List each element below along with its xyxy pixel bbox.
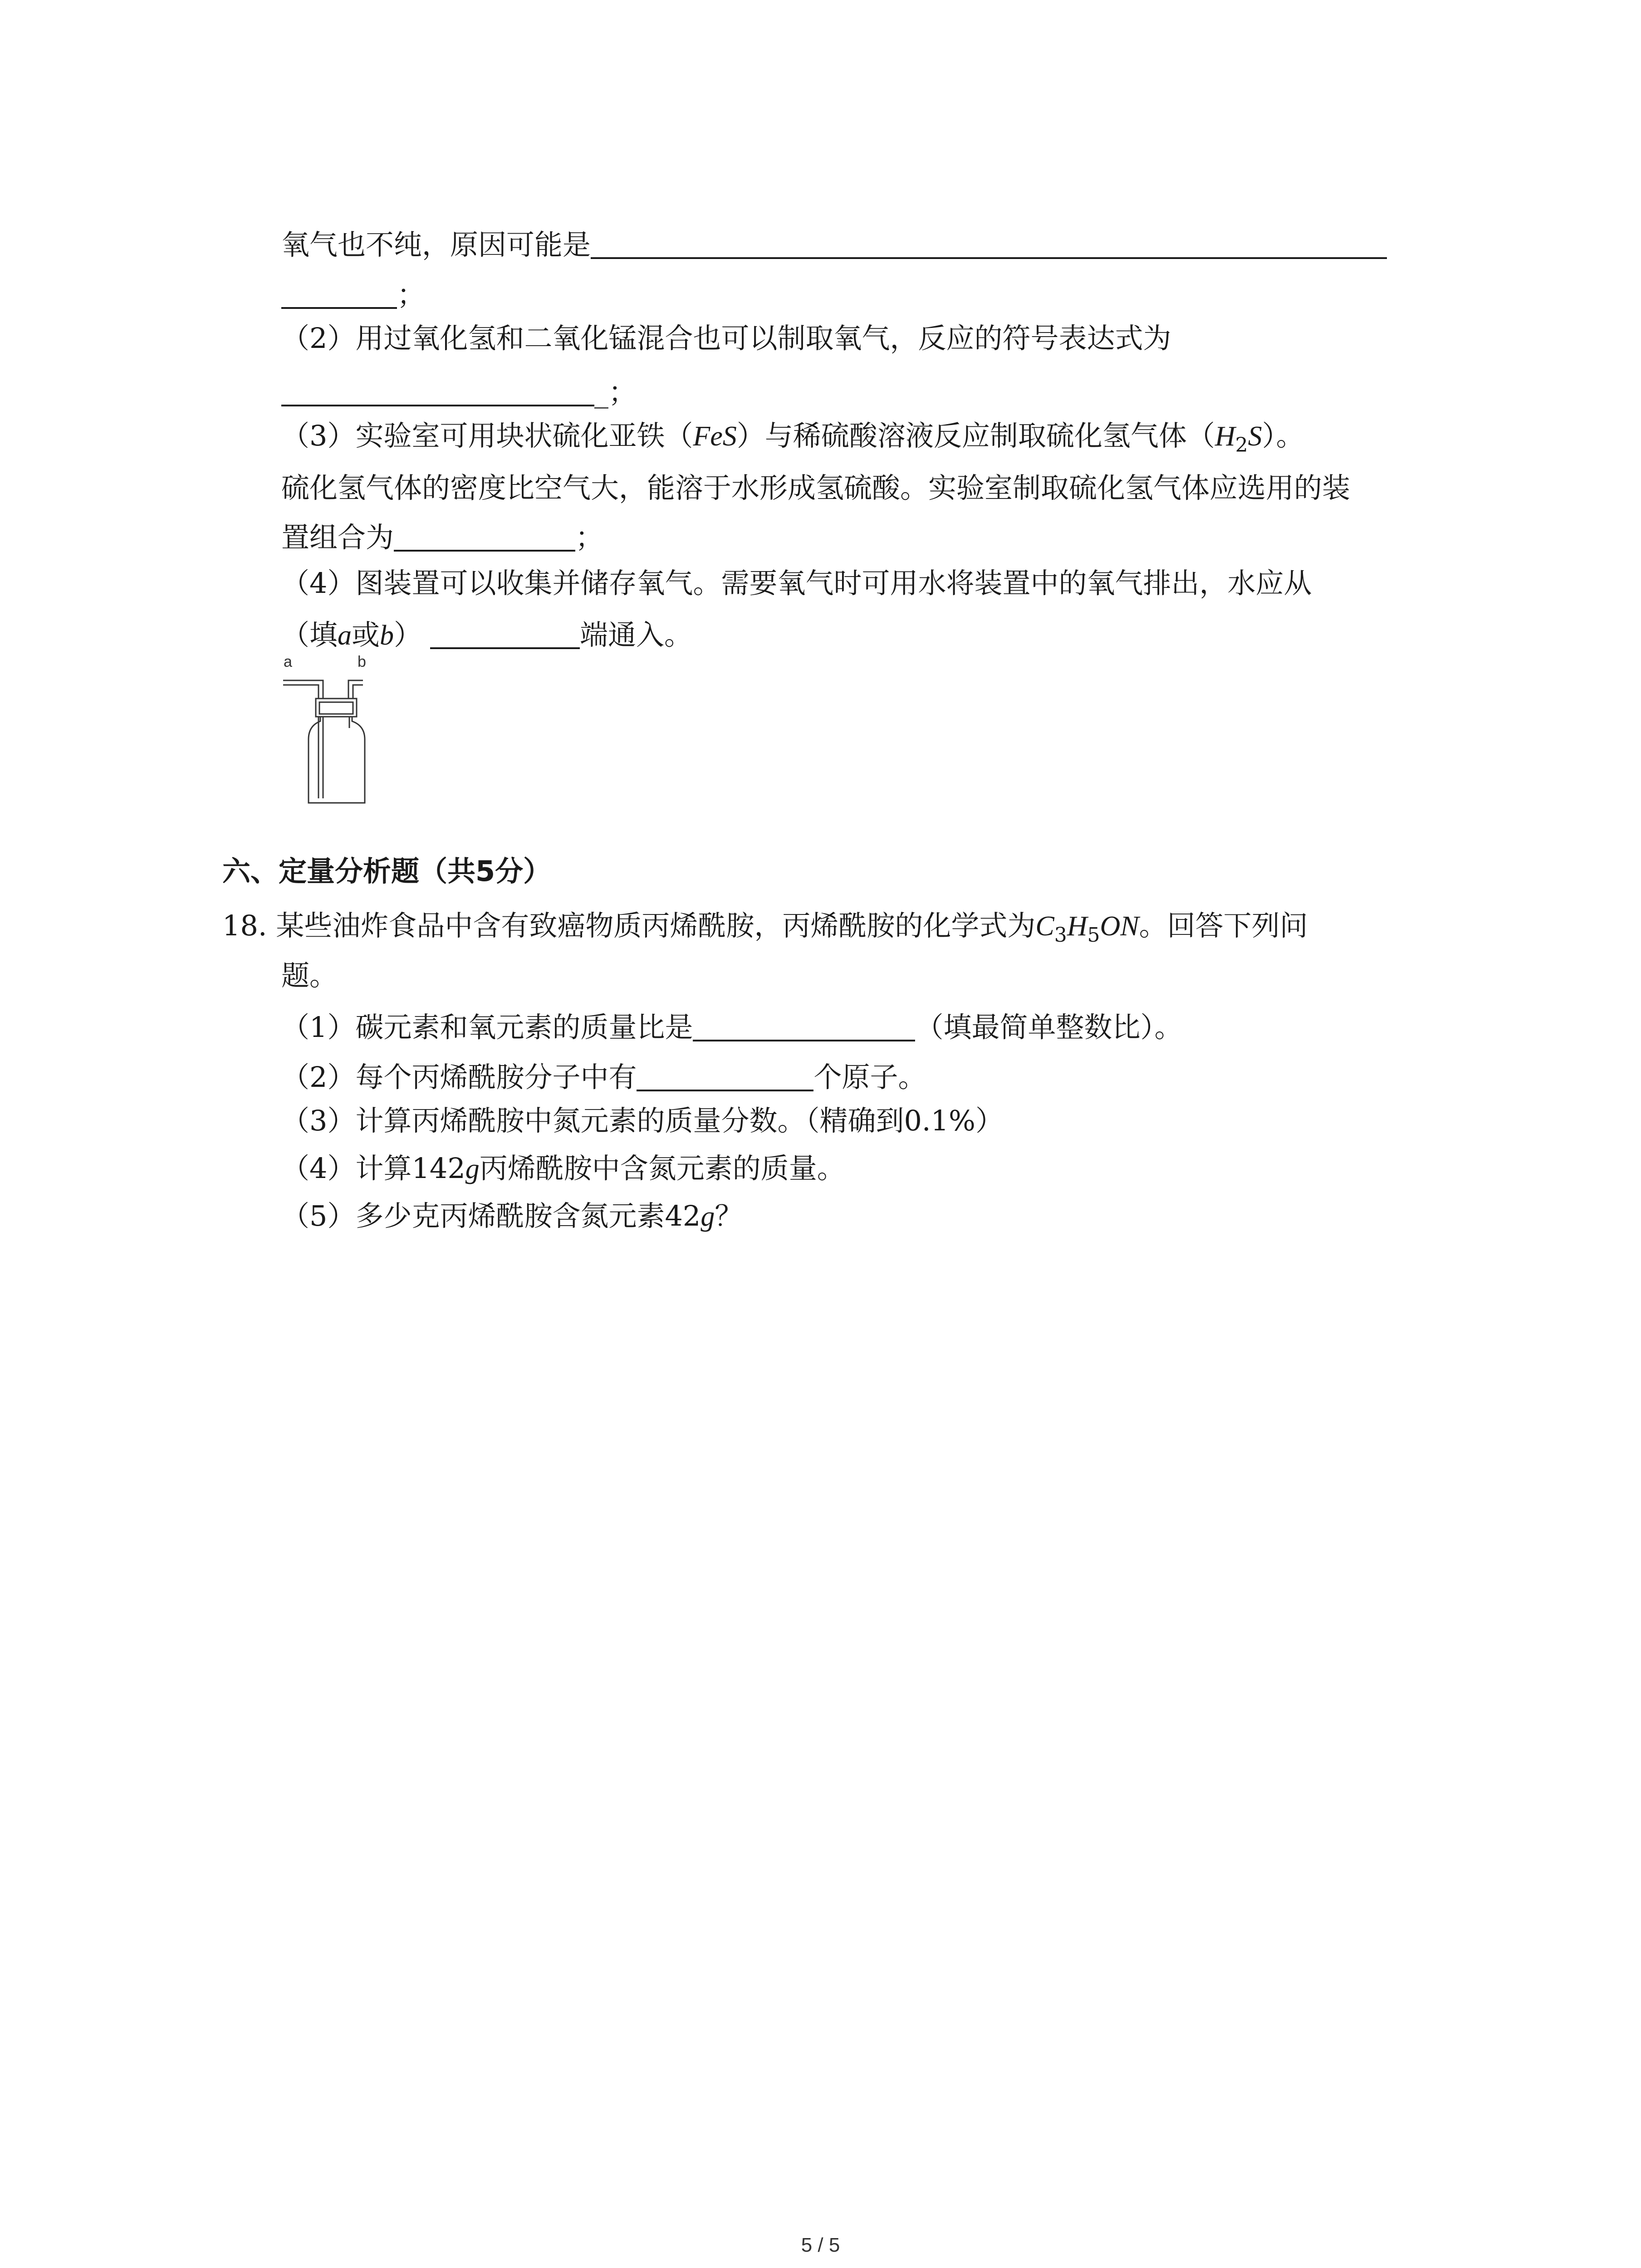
answer-blank-q2[interactable] [281, 376, 594, 406]
formula-fes: FeS [693, 421, 737, 452]
q4-end: 端通入。 [580, 618, 693, 651]
q18-p1-text: （1）碳元素和氧元素的质量比是 [281, 1011, 693, 1044]
q18-stem-b: 。回答下列问 [1139, 909, 1308, 942]
q18-p4-text-a: （4）计算142 [281, 1152, 465, 1185]
q18-part-2 [281, 1061, 926, 1094]
q18-stem-a: 某些油炸食品中含有致癌物质丙烯酰胺，丙烯酰胺的化学式为 [276, 909, 1036, 942]
q4-text-a: （填 [281, 618, 338, 651]
q4-or: 或 [352, 618, 380, 651]
q18-stem-line2: 题。 [281, 959, 338, 992]
q3-line-3 [281, 522, 603, 552]
q4-a: a [338, 620, 352, 651]
q18-p5-unit: g [700, 1201, 715, 1232]
section-6-heading [222, 855, 552, 888]
answer-blank-q4[interactable] [430, 619, 580, 649]
answer-blank-q18-2[interactable] [637, 1061, 813, 1091]
q18-stem-line-1 [222, 909, 1308, 947]
formula-c: C [1035, 911, 1054, 942]
q4-text-b: ） [394, 618, 422, 651]
q18-p4-text-b: 丙烯酰胺中含氮元素的质量。 [479, 1152, 845, 1185]
answer-blank-q18-1[interactable] [693, 1012, 915, 1041]
q3-line-1 [281, 419, 1304, 457]
q2-answer-line [281, 376, 637, 409]
q4-text: （4）图装置可以收集并储存氧气。需要氧气时可用水将装置中的氧气排出，水应从 [281, 567, 1312, 600]
gas-bottle-figure [281, 653, 390, 812]
q18-p5-text-a: （5）多少克丙烯酰胺含氮元素42 [281, 1199, 701, 1232]
answer-blank-q3[interactable] [394, 522, 575, 552]
q3-end: ； [575, 521, 604, 554]
q3-text-line2: 硫化氢气体的密度比空气大，能溶于水形成氢硫酸。实验室制取硫化氢气体应选用的装 [281, 471, 1351, 504]
q18-number: 18. [222, 909, 267, 942]
answer-blank-q1-cont[interactable] [281, 279, 397, 309]
q1-end: ； [397, 278, 426, 311]
formula-sub-3: 3 [1054, 924, 1067, 947]
q3-text-c: ）。 [1262, 419, 1304, 452]
q2-end: _； [594, 376, 637, 409]
bottle-icon [283, 680, 365, 803]
label-b: b [358, 653, 366, 670]
q18-p3-text: （3）计算丙烯酰胺中氮元素的质量分数。（精确到0.1%） [281, 1104, 1004, 1137]
q3-text-line3: 置组合为 [281, 521, 394, 554]
q18-part-1 [281, 1011, 1183, 1044]
q18-stem-line-2 [281, 959, 338, 992]
answer-blank-q1[interactable] [591, 229, 1387, 259]
q18-p2-end: 个原子。 [813, 1061, 926, 1094]
formula-subscript: 2 [1235, 434, 1248, 457]
q3-text-b: ）与稀硫酸溶液反应制取硫化氢气体（ [736, 419, 1215, 452]
q1-text: 氧气也不纯，原因可能是 [281, 228, 591, 261]
q1-continuation-line [281, 229, 1387, 259]
q3-line-2 [281, 471, 1351, 504]
q18-part-4 [281, 1154, 845, 1183]
section-6-title: 六、定量分析题（共5分） [222, 855, 552, 888]
label-a: a [284, 653, 292, 670]
page-number: 5 / 5 [801, 2234, 840, 2256]
q18-part-5 [281, 1199, 743, 1232]
q18-p2-text: （2）每个丙烯酰胺分子中有 [281, 1061, 637, 1094]
formula-sub-5: 5 [1087, 924, 1100, 947]
q18-p5-text-b: ？ [715, 1199, 743, 1232]
q18-p4-unit: g [465, 1154, 480, 1184]
q2-line [281, 322, 1171, 355]
q2-text: （2）用过氧化氢和二氧化锰混合也可以制取氧气，反应的符号表达式为 [281, 322, 1171, 355]
q1-continuation-line-2 [281, 279, 425, 309]
formula-h5: H [1067, 911, 1087, 942]
formula-h: H [1215, 421, 1235, 452]
q18-part-3 [281, 1104, 1004, 1137]
q3-text-a: （3）实验室可用块状硫化亚铁（ [281, 419, 693, 452]
formula-s: S [1248, 421, 1262, 452]
q4-line-2 [281, 619, 692, 650]
q4-b: b [380, 620, 394, 651]
q18-p1-end: （填最简单整数比）。 [915, 1011, 1183, 1044]
q4-line-1 [281, 567, 1312, 600]
formula-on: ON [1100, 911, 1139, 942]
